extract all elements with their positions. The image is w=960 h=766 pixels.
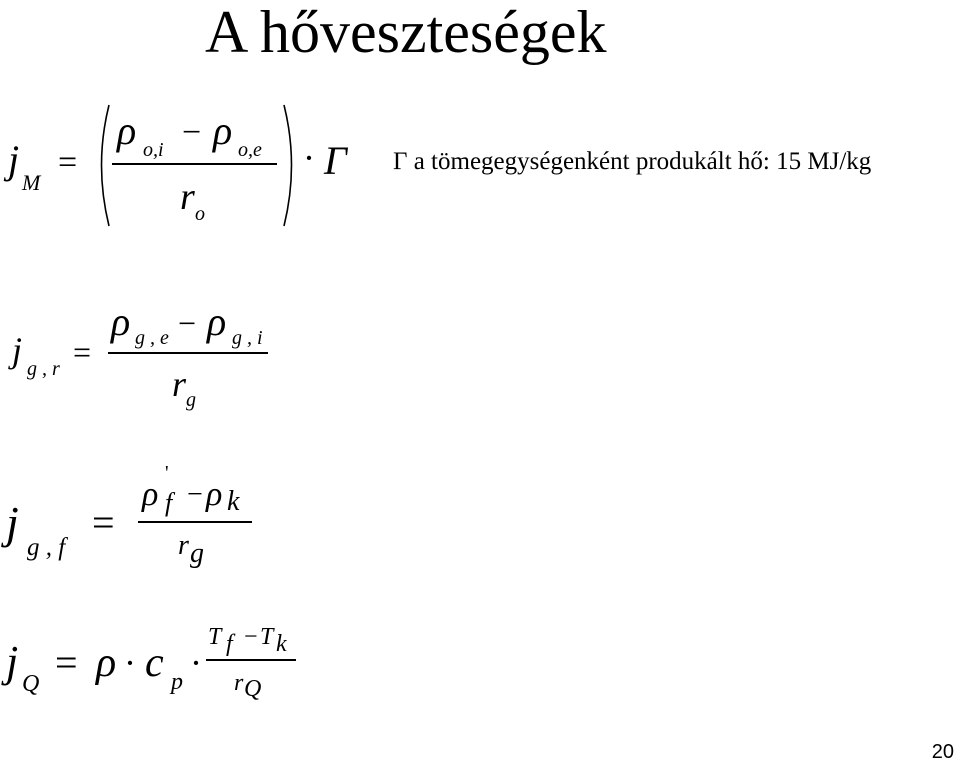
eq3-rho-1-subscript: f: [165, 488, 173, 517]
eq3-r: r: [178, 530, 189, 561]
eq4-r-subscript: Q: [244, 676, 262, 702]
eq2-minus: −: [178, 305, 197, 341]
eq1-j: j: [8, 137, 20, 182]
eq1-rho-2-subscript: o,e: [238, 139, 262, 161]
eq4-T1-subscript: f: [226, 631, 233, 657]
eq4-T2-subscript: k: [276, 631, 287, 657]
eq3-fraction-bar: [138, 521, 252, 523]
eq4-T1: T: [208, 624, 222, 650]
eq3-rho-2: ρ: [206, 476, 223, 513]
eq1-rho-1: ρ: [117, 108, 137, 153]
eq4-T2: T: [260, 624, 274, 650]
eq3-j: j: [6, 497, 19, 548]
eq2-rho-2-subscript: g , i: [232, 327, 263, 349]
eq1-r-subscript: o: [195, 203, 205, 225]
eq4-j-subscript: Q: [22, 671, 40, 697]
eq1-equals: =: [58, 144, 78, 181]
eq1-right-paren: [281, 103, 301, 228]
eq1-gamma: Γ: [324, 138, 347, 183]
eq1-rho-1-subscript: o,i: [143, 139, 164, 161]
eq1-fraction-bar: [112, 163, 277, 165]
eq2-rho-2: ρ: [207, 299, 227, 344]
eq2-rho-1-subscript: g , e: [135, 327, 169, 349]
eq3-rho-1: ρ: [142, 476, 159, 513]
gamma-note: [393, 149, 871, 174]
eq1-minus: −: [182, 114, 202, 151]
eq4-rho: ρ: [96, 640, 117, 686]
eq1-dot: ·: [303, 138, 315, 178]
eq4-equals: =: [55, 640, 78, 685]
eq3-equals: =: [92, 500, 115, 545]
eq4-dot-1: ·: [124, 643, 136, 683]
gamma-note-text: a tömegegységenként produkált hő: 15 MJ/kg: [407, 148, 872, 175]
eq2-j: j: [12, 330, 23, 370]
eq3-j-subscript: g , f: [27, 534, 66, 561]
eq2-r: r: [172, 364, 187, 404]
eq2-rho-1: ρ: [111, 299, 131, 344]
eq3-rho-2-subscript: k: [227, 486, 240, 517]
eq1-rho-2: ρ: [213, 108, 233, 153]
page-number: 20: [931, 741, 954, 763]
gamma-symbol: Γ: [393, 148, 408, 175]
eq1-left-paren: [92, 103, 112, 228]
eq3-minus: −: [187, 479, 203, 510]
eq4-minus: −: [244, 624, 258, 650]
eq4-r: r: [234, 670, 244, 696]
eq2-equals: =: [73, 334, 92, 370]
eq3-prime: ': [165, 462, 169, 484]
eq1-j-subscript: M: [22, 170, 41, 195]
eq2-fraction-bar: [108, 352, 268, 354]
eq4-fraction-bar: [206, 659, 296, 661]
eq4-c: c: [145, 640, 164, 686]
eq2-r-subscript: g: [186, 389, 196, 411]
eq4-j: j: [6, 637, 19, 686]
eq4-c-subscript: p: [171, 669, 183, 695]
eq1-r: r: [180, 176, 195, 218]
eq4-dot-2: ·: [190, 643, 202, 683]
eq2-j-subscript: g , r: [27, 358, 60, 380]
eq3-r-subscript: g: [190, 538, 204, 569]
slide-title: A hőveszteségek: [205, 0, 607, 65]
